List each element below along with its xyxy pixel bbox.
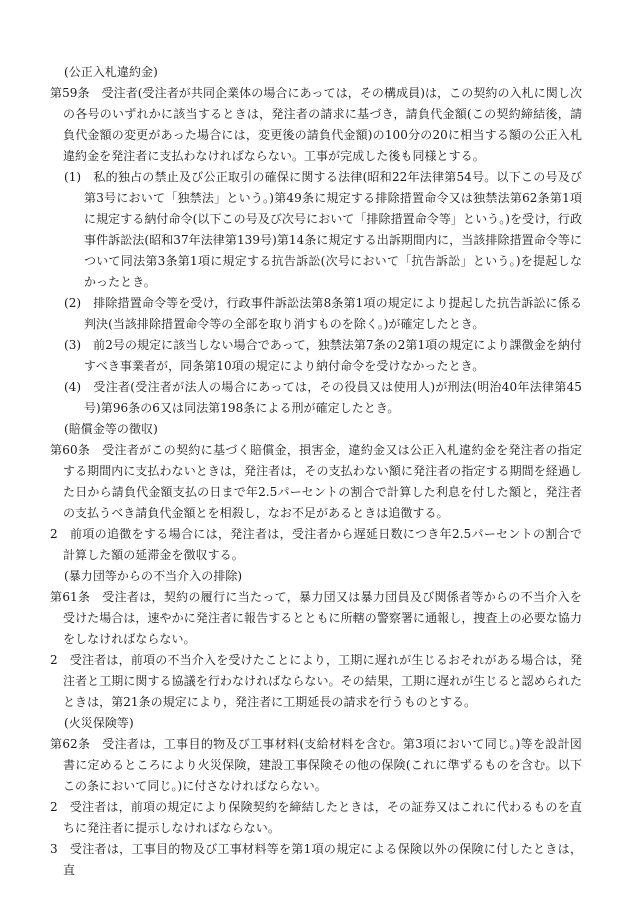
article-59-section — [50, 62, 582, 419]
article-62 — [50, 734, 582, 797]
article-item — [50, 335, 582, 377]
article-text: 受注者は，工事目的物及び工事材料(支給材料を含む。第3項において同じ。)等を設計図書に定めるところにより火災保険，建設工事保険その他の保険(これに準ずるものを含む。以下この条において同じ。)に付さなければならない。 — [63, 737, 582, 793]
article-caption: (公正入札違約金) — [64, 65, 158, 79]
article-60 — [50, 440, 582, 524]
item-text: 前2号の規定に該当しない場合であって，独禁法第7条の2第1項の規定により課徴金を納付すべき事業者が，同条第10項の規定により納付命令を受けなかったとき。 — [84, 338, 582, 373]
item-number: (1) — [64, 170, 82, 184]
article-number: 第60条 — [50, 443, 91, 457]
article-62-section — [50, 713, 582, 881]
article-60-section — [50, 419, 582, 566]
article-59 — [50, 83, 582, 167]
article-text: 受注者は，契約の履行に当たって，暴力団又は暴力団員及び関係者等からの不当介入を受けた場合は，速やかに発注者に報告するとともに所轄の警察署に通報し，捜査上の必要な協力をしなければならない。 — [63, 590, 582, 646]
article-number: 第59条 — [50, 86, 90, 100]
clause-text: 受注者は，前項の不当介入を受けたことにより，工期に遅れが生じるおそれがある場合は，発注者と工期に関する協議を行わなければならない。その結果，工期に遅れが生じると認められたときは，第21条の規定により，発注者に工期延長の請求を行うものとする。 — [63, 653, 582, 709]
article-61 — [50, 587, 582, 650]
article-clause — [50, 524, 582, 566]
article-clause — [50, 650, 582, 713]
item-text: 受注者(受注者が法人の場合にあっては，その役員又は使用人)が刑法(明治40年法律第45号)第96条の6又は同法第198条による刑が確定したとき。 — [84, 380, 582, 415]
article-caption: (火災保険等) — [64, 716, 134, 730]
item-text: 私的独占の禁止及び公正取引の確保に関する法律(昭和22年法律第54号。以下この号及び第3号において「独禁法」という。)第49条に規定する排除措置命令又は独禁法第62条第1項に規定する納付命令(以下この号及び次号において「排除措置命令等」という。)を受け，行政事件訴訟法(昭和37年法律第139号)第14条に規定する出訴期間内に，当該排除措置命令等について同法第3条第1項に規定する抗告訴訟(次号において「抗告訴訟」という。)を提起しなかったとき。 — [84, 170, 582, 289]
item-number: (2) — [64, 296, 82, 310]
article-text: 受注者(受注者が共同企業体の場合にあっては，その構成員)は，この契約の入札に関し次の各号のいずれかに該当するときは，発注者の請求に基づき，請負代金額(この契約締結後，請負代金額の変更があった場合には，変更後の請負代金額)の100分の20に相当する額の公正入札違約金を発注者に支払わなければならない。工事が完成した後も同様とする。 — [63, 86, 582, 163]
article-clause — [50, 797, 582, 839]
item-number: (3) — [64, 338, 82, 352]
article-item — [50, 377, 582, 419]
item-text: 排除措置命令等を受け，行政事件訴訟法第8条第1項の規定により提起した抗告訴訟に係る判決(当該排除措置命令等の全部を取り消すものを除く。)が確定したとき。 — [84, 296, 582, 331]
clause-number: 2 — [50, 800, 58, 814]
clause-text: 受注者は，前項の規定により保険契約を締結したときは，その証券又はこれに代わるものを直ちに発注者に提示しなければならない。 — [63, 800, 582, 835]
clause-number: 2 — [50, 653, 58, 667]
article-item — [50, 167, 582, 293]
article-caption: (賠償金等の徴収) — [64, 422, 158, 436]
clause-number: 2 — [50, 527, 58, 541]
clause-text: 受注者は，工事目的物及び工事材料等を第1項の規定による保険以外の保険に付したときは，直 — [63, 842, 582, 877]
article-clause — [50, 839, 582, 881]
item-number: (4) — [64, 380, 82, 394]
article-caption: (暴力団等からの不当介入の排除) — [64, 569, 243, 583]
article-61-section — [50, 566, 582, 713]
article-item — [50, 293, 582, 335]
article-text: 受注者がこの契約に基づく賠償金，損害金，違約金又は公正入札違約金を発注者の指定する期間内に支払わないときは，発注者は，その支払わない額に発注者の指定する期間を経過した日から請負代金額支払の日まで年2.5パーセントの割合で計算した利息を付した額と，発注者の支払うべき請負代金額とを相殺し，なお不足があるときは追徴する。 — [63, 443, 582, 520]
clause-text: 前項の追徴をする場合には，発注者は，受注者から遅延日数につき年2.5パーセントの割合で計算した額の延滞金を徴収する。 — [63, 527, 582, 562]
clause-number: 3 — [50, 842, 58, 856]
article-number: 第61条 — [50, 590, 91, 604]
article-number: 第62条 — [50, 737, 91, 751]
